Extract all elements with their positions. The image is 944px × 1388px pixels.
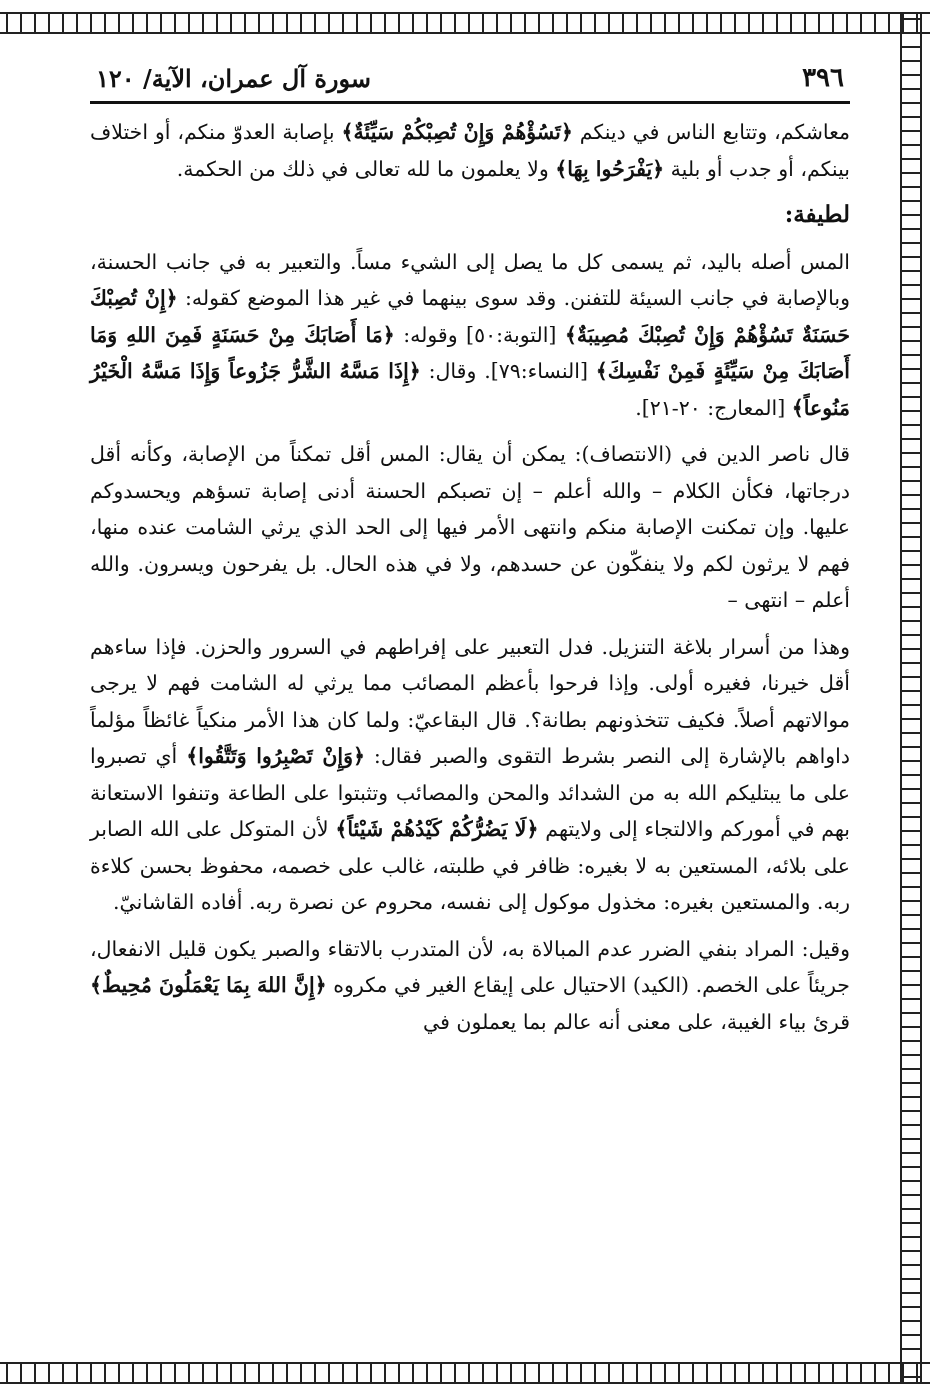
body-paragraph — [90, 244, 850, 427]
quran-verse: ﴿مَا أَصَابَكَ مِنْ حَسَنَةٍ فَمِنَ اللهِ وَمَا أَصَابَكَ مِنْ سَيِّئَةٍ فَمِنْ نَفْسِكَ﴾ — [90, 322, 850, 383]
text-segment: المس أصله باليد، ثم يسمى كل ما يصل إلى الشيء مساً. والتعبير به في جانب الحسنة، وبالإصابة في جانب السيئة للتفنن. وقد سوى بينهما في غير هذا الموضع كقوله: — [90, 249, 850, 310]
body-paragraph — [90, 931, 850, 1041]
book-page — [90, 62, 850, 1050]
body-paragraph — [90, 436, 850, 619]
quran-verse: ﴿وَإِنْ تَصْبِرُوا وَتَتَّقُوا﴾ — [186, 744, 365, 768]
decorative-border-bottom — [0, 1362, 930, 1384]
text-segment: [المعارج: ٢٠-٢١]. — [635, 395, 792, 420]
text-segment: أي تصبروا على ما يبتليكم الله به من الشدائد والمحن والمصائب وتثبتوا على الطاعة وتنفوا الاستعانة بهم في أموركم والالتجاء إلى ولايتهم — [90, 744, 850, 841]
decorative-border-top — [0, 12, 930, 34]
quran-verse: ﴿يَفْرَحُوا بِهَا﴾ — [555, 156, 665, 181]
page-content — [90, 104, 850, 1040]
text-segment: [النساء:٧٩]. وقال: — [420, 359, 596, 383]
body-paragraph — [90, 629, 850, 921]
text-segment: ولا يعلمون ما لله تعالى في ذلك من الحكمة. — [176, 156, 556, 181]
text-segment: قال ناصر الدين في (الانتصاف): يمكن أن يقال: المس أقل تمكناً من الإصابة، وكأنه أقل درجاتها، فكأن الكلام – والله أعلم – إن تصبكم الحسنة أدنى إصابة تسؤهم ويحسدوكم عليها. وإن تمكنت الإصابة منكم وانتهى الأمر فيها إلى الحد الذي يرثي الشامت عنده منها، فهم لا يرثون لكم ولا ينفكّون عن حسدهم، ولا في هذه الحال. بل يفرحون ويسرون. والله أعلم – انتهى – — [90, 442, 850, 612]
text-segment: لأن المتوكل على الله الصابر على بلائه، المستعين به لا بغيره: ظافر في طلبته، غالب على خصمه، محفوظ بحسن كلاءة ربه. والمستعين بغيره: مخذول موكول إلى نفسه، محروم عن نصرة ربه. أفاده القاشانيّ. — [90, 817, 850, 914]
quran-verse: ﴿تَسُؤْهُمْ وَإِنْ تُصِبْكُمْ سَيِّئَةٌ﴾ — [341, 120, 573, 144]
decorative-border-right — [900, 12, 922, 1384]
page-header — [90, 62, 850, 104]
page-number: ٣٩٦ — [802, 63, 844, 93]
text-segment: وهذا من أسرار بلاغة التنزيل. فدل التعبير على إفراطهم في السرور والحزن. فإذا ساءهم أقل خيرنا، فغيره أولى. وإذا فرحوا بأعظم المصائب مما يرثي له الشامت فهم لا يرجى موالاتهم أصلاً. فكيف تتخذونهم بطانة؟. قال البقاعيّ: ولما كان هذا الأمر منكياً غائظاً مؤلماً داواهم بالإشارة إلى النصر بشرط التقوى والصبر فقال: — [90, 634, 850, 768]
intro-paragraph — [90, 114, 850, 187]
quran-verse: ﴿إِنْ تُصِبْكَ حَسَنَةٌ تَسُؤْهُمْ وَإِنْ تُصِبْكَ مُصِيبَةٌ﴾ — [90, 286, 850, 347]
text-segment: [التوبة:٥٠] وقوله: — [394, 322, 565, 347]
quran-verse: ﴿إِذَا مَسَّهُ الشَّرُّ جَزُوعاً وَإِذَا مَسَّهُ الْخَيْرُ مَنُوعاً﴾ — [90, 359, 850, 420]
running-title: سورة آل عمران، الآية/ ١٢٠ — [96, 64, 372, 93]
text-segment: قرئ بياء الغيبة، على معنى أنه عالم بما يعملون في — [423, 1009, 850, 1034]
quran-verse: ﴿لَا يَضُرُّكُمْ كَيْدُهُمْ شَيْئاً﴾ — [335, 817, 539, 841]
section-title: لطيفة: — [784, 201, 850, 228]
quran-verse: ﴿إِنَّ اللهَ بِمَا يَعْمَلُونَ مُحِيطٌ﴾ — [90, 973, 327, 997]
text-segment: بإصابة العدوّ منكم، أو اختلاف بينكم، أو جدب أو بلية — [90, 120, 850, 181]
text-segment: معاشكم، وتتابع الناس في دينكم — [572, 120, 851, 144]
text-segment: وقيل: المراد بنفي الضرر عدم المبالاة به، لأن المتدرب بالاتقاء والصبر يكون قليل الانفعال، جريئاً على الخصم. (الكيد) الاحتيال على إيقاع الغير في مكروه — [90, 936, 850, 997]
